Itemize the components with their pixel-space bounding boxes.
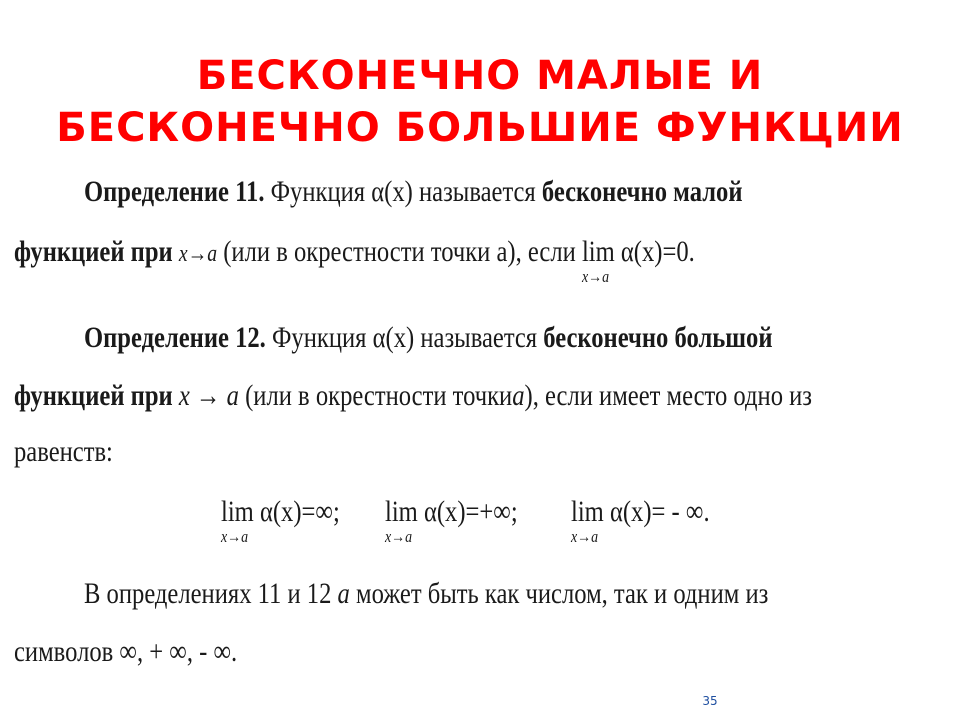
def12-line2-a: a bbox=[512, 379, 525, 412]
formula-1-sub: x→a bbox=[221, 527, 249, 546]
note-line1-var: a bbox=[337, 577, 350, 610]
def12-alpha: α(x) bbox=[372, 321, 415, 354]
def11-line-1 bbox=[84, 174, 936, 210]
formula-1-lim: lim bbox=[221, 495, 254, 528]
def12-line2-text-b: ), если имеет место одно из bbox=[524, 379, 813, 412]
def12-label: Определение 12. bbox=[84, 321, 266, 354]
def11-bold-phrase: бесконечно малой bbox=[541, 175, 743, 208]
formula-2-sub: x→a bbox=[385, 527, 413, 546]
def11-alpha: α(x) bbox=[371, 175, 413, 208]
slide-title bbox=[0, 50, 960, 154]
def12-bold-phrase: бесконечно большой bbox=[543, 321, 773, 354]
formula-3-lim: lim bbox=[571, 495, 604, 528]
def11-line2-bold: функцией при bbox=[14, 235, 173, 268]
formula-1-expr: α(x)=∞; bbox=[259, 495, 340, 528]
formula-3-sub: x→a bbox=[571, 527, 599, 546]
note-line1-b: может быть как числом, так и одним из bbox=[355, 577, 769, 610]
def11-x-to-a: x→a bbox=[178, 241, 218, 267]
note-line-2 bbox=[14, 634, 936, 670]
formula-3-limit bbox=[571, 494, 604, 546]
def11-word-called: называется bbox=[419, 175, 536, 208]
formula-3-expr: α(x)= - ∞. bbox=[609, 495, 710, 528]
formula-2-expr: α(x)=+∞; bbox=[423, 495, 518, 528]
formula-2-lim: lim bbox=[385, 495, 418, 528]
def12-line2-bold: функцией при bbox=[14, 379, 173, 412]
def11-lim: lim bbox=[581, 235, 615, 268]
def11-line2-text: (или в окрестности точки а), если bbox=[223, 235, 576, 268]
formula-2 bbox=[385, 494, 518, 546]
def12-word-function: Функция bbox=[271, 321, 367, 354]
def12-line2-text-a: (или в окрестности точки bbox=[245, 379, 513, 412]
formula-1 bbox=[221, 494, 340, 546]
def11-lim-expr: α(x)=0. bbox=[620, 235, 695, 268]
def12-x-to-a: x → a bbox=[178, 379, 239, 412]
def11-word-function: Функция bbox=[270, 175, 366, 208]
def11-label: Определение 11. bbox=[84, 175, 265, 208]
def12-line3: равенств: bbox=[14, 435, 113, 468]
def12-line-3 bbox=[14, 434, 936, 470]
note-line-1 bbox=[84, 576, 936, 612]
title-line-1: БЕСКОНЕЧНО МАЛЫЕ И bbox=[196, 53, 764, 99]
formula-3 bbox=[571, 494, 710, 546]
formula-2-limit bbox=[385, 494, 418, 546]
def12-line-2 bbox=[14, 378, 936, 414]
def12-word-called: называется bbox=[420, 321, 538, 354]
note-line1-a: В определениях 11 и 12 bbox=[84, 577, 332, 610]
def11-limit bbox=[581, 234, 615, 286]
page-number: 35 bbox=[702, 694, 718, 708]
def12-line-1 bbox=[84, 320, 936, 356]
formula-1-limit bbox=[221, 494, 254, 546]
def11-lim-sub: x→a bbox=[581, 267, 610, 286]
note-line2: символов ∞, + ∞, - ∞. bbox=[14, 635, 238, 668]
title-line-2: БЕСКОНЕЧНО БОЛЬШИЕ ФУНКЦИИ bbox=[56, 105, 904, 151]
def11-line-2 bbox=[14, 234, 936, 286]
